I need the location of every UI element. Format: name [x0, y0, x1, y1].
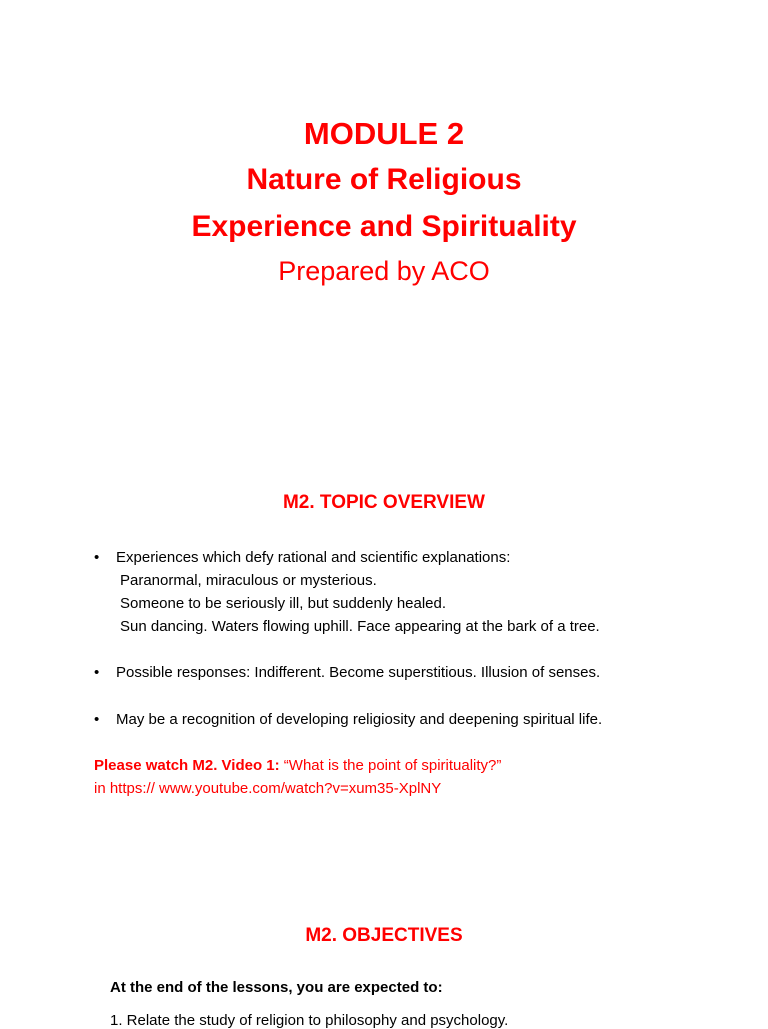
objectives-intro: At the end of the lessons, you are expected to: — [110, 979, 443, 996]
bullet-subline: Sun dancing. Waters flowing uphill. Face appearing at the bark of a tree. — [120, 618, 600, 635]
objectives-heading: M2. OBJECTIVES — [305, 925, 463, 946]
module-title: MODULE 2 — [303, 116, 465, 151]
video-instruction — [94, 754, 734, 800]
bullet-subline: Paranormal, miraculous or mysterious. — [120, 572, 377, 589]
bullet-text: Possible responses: Indifferent. Become superstitious. Illusion of senses. — [116, 664, 601, 681]
overview-bullet-3 — [94, 708, 734, 731]
bullet-subline: Someone to be seriously ill, but suddenly healed. — [120, 595, 447, 612]
bullet-text: May be a recognition of developing religiosity and deepening spiritual life. — [116, 711, 603, 728]
video-title: “What is the point of spirituality?” — [279, 757, 502, 774]
overview-bullet-1 — [94, 546, 734, 638]
author-credit: Prepared by ACO — [278, 256, 490, 286]
module-subtitle-line-1: Nature of Religious — [246, 163, 522, 196]
module-subtitle-line-2: Experience and Spirituality — [191, 210, 577, 243]
bullet-glyph: • — [94, 664, 100, 681]
objective-item-1: 1. Relate the study of religion to philosophy and psychology. — [110, 1012, 509, 1029]
bullet-glyph: • — [94, 711, 100, 728]
topic-overview-heading: M2. TOPIC OVERVIEW — [282, 492, 485, 513]
overview-bullet-2 — [94, 661, 734, 684]
video-link[interactable]: in https:// www.youtube.com/watch?v=xum35-XplNY — [94, 780, 442, 797]
bullet-text: Experiences which defy rational and scientific explanations: — [116, 549, 511, 566]
bullet-glyph: • — [94, 549, 100, 566]
video-label: Please watch M2. Video 1: — [94, 757, 280, 774]
